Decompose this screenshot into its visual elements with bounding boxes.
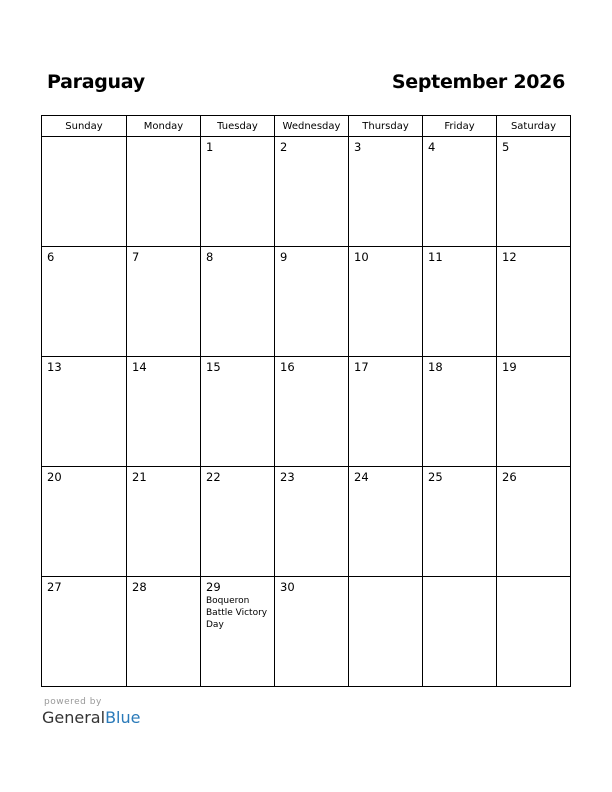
day-number: 26: [502, 470, 517, 484]
day-number: 30: [280, 580, 295, 594]
day-number: 5: [502, 140, 510, 154]
day-cell: [349, 577, 423, 687]
day-cell: [127, 357, 201, 467]
day-number: 7: [132, 250, 140, 264]
day-cell: [497, 467, 571, 577]
day-number: 22: [206, 470, 221, 484]
week-row: [42, 137, 571, 247]
day-cell: [423, 137, 497, 247]
powered-by-text: powered by: [44, 697, 102, 707]
day-cell: [423, 357, 497, 467]
holiday-label: Boqueron Battle Victory Day: [206, 596, 268, 630]
weekday-saturday: Saturday: [497, 116, 571, 137]
day-number: 25: [428, 470, 443, 484]
day-number: 19: [502, 360, 517, 374]
day-number: 12: [502, 250, 517, 264]
day-cell: [275, 247, 349, 357]
day-number: 3: [354, 140, 362, 154]
day-number: 17: [354, 360, 369, 374]
day-cell: [42, 577, 127, 687]
day-cell: [127, 577, 201, 687]
day-cell: [423, 467, 497, 577]
day-cell: [497, 137, 571, 247]
week-row: [42, 357, 571, 467]
day-cell: [497, 357, 571, 467]
day-number: 27: [47, 580, 62, 594]
day-number: 4: [428, 140, 436, 154]
weekday-sunday: Sunday: [42, 116, 127, 137]
day-number: 6: [47, 250, 55, 264]
day-number: 8: [206, 250, 214, 264]
day-number: 9: [280, 250, 288, 264]
day-number: 14: [132, 360, 147, 374]
day-cell: [423, 577, 497, 687]
day-cell: [42, 467, 127, 577]
weekday-header-row: [42, 116, 571, 137]
day-cell: [201, 137, 275, 247]
weekday-monday: Monday: [127, 116, 201, 137]
day-cell: [349, 247, 423, 357]
day-cell: [275, 577, 349, 687]
day-cell: [127, 467, 201, 577]
day-cell: [127, 247, 201, 357]
day-number: 11: [428, 250, 443, 264]
day-number: 24: [354, 470, 369, 484]
generalblue-logo[interactable]: [42, 708, 140, 727]
weekday-friday: Friday: [423, 116, 497, 137]
week-row: [42, 247, 571, 357]
day-number: 15: [206, 360, 221, 374]
day-cell: [497, 577, 571, 687]
weekday-wednesday: Wednesday: [275, 116, 349, 137]
day-number: 2: [280, 140, 288, 154]
day-number: 10: [354, 250, 369, 264]
day-cell: [349, 137, 423, 247]
day-cell: [349, 357, 423, 467]
day-number: 23: [280, 470, 295, 484]
day-number: 29: [206, 580, 221, 594]
calendar-grid: [41, 115, 571, 687]
day-cell: [275, 467, 349, 577]
day-cell: [201, 247, 275, 357]
day-cell: [127, 137, 201, 247]
day-cell: [201, 357, 275, 467]
weekday-thursday: Thursday: [349, 116, 423, 137]
brand-blue-text: Blue: [105, 708, 141, 727]
day-cell: [42, 137, 127, 247]
day-cell: [42, 247, 127, 357]
day-cell: [349, 467, 423, 577]
day-number: 16: [280, 360, 295, 374]
day-cell: [275, 357, 349, 467]
day-number: 20: [47, 470, 62, 484]
brand-general-text: General: [42, 708, 106, 727]
week-row: [42, 577, 571, 687]
day-number: 18: [428, 360, 443, 374]
day-number: 21: [132, 470, 147, 484]
country-title: Paraguay: [47, 71, 145, 93]
day-cell: [201, 467, 275, 577]
weekday-tuesday: Tuesday: [201, 116, 275, 137]
day-cell: [275, 137, 349, 247]
day-number: 13: [47, 360, 62, 374]
day-cell: [423, 247, 497, 357]
day-number: 1: [206, 140, 214, 154]
day-number: 28: [132, 580, 147, 594]
day-cell: [42, 357, 127, 467]
day-cell: [497, 247, 571, 357]
week-row: [42, 467, 571, 577]
month-title: September 2026: [391, 71, 565, 93]
day-cell: [201, 577, 275, 687]
